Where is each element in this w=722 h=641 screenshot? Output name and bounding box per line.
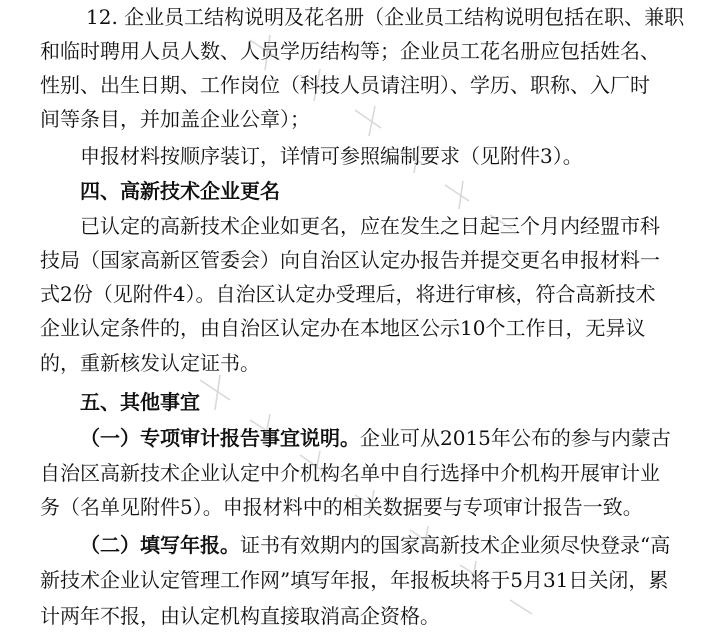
section5-sub1-line-2: 自治区高新技术企业认定中介机构名单中自行选择中介机构开展审计业 [40, 461, 660, 485]
section4-line-3: 式2份（见附件4）。自治区认定办受理后，将进行审核，符合高新技术 [40, 282, 656, 306]
section4-heading: 四、高新技术企业更名 [80, 179, 280, 203]
section4-line-1: 已认定的高新技术企业如更名，应在发生之日起三个月内经盟市科 [80, 214, 660, 238]
section5-sub2-line-3: 计两年不报，由认定机构直接取消高企资格。 [40, 604, 440, 628]
section5-sub1-line-1 [0, 421, 722, 455]
section4-line-2: 技局（国家高新区管委会）向自治区认定办报告并提交更名申报材料一 [40, 248, 660, 272]
section4-line-5: 的，重新核发认定证书。 [40, 351, 260, 375]
item12-line-2: 和临时聘用人员人数、人员学历结构等；企业员工花名册应包括姓名、 [40, 39, 660, 63]
item12-line-1: 12. 企业员工结构说明及花名册（企业员工结构说明包括在职、兼职 [86, 5, 685, 29]
sub1-title: （一）专项审计报告事宜说明。 [80, 426, 360, 450]
sub2-title: （二）填写年报。 [80, 533, 240, 557]
section5-sub2-line-2: 新技术企业认定管理工作网”填写年报，年报板块将于5月31日关闭，累 [40, 568, 669, 592]
section5-sub2-line-1 [0, 528, 722, 562]
section5-heading: 五、其他事宜 [80, 390, 200, 414]
item12-line-3: 性别、出生日期、工作岗位（科技人员请注明）、学历、职称、入厂时 [40, 73, 650, 97]
sub1-line-1-text: 企业可从2015年公布的参与内蒙古 [360, 426, 671, 450]
section4-line-4: 企业认定条件的，由自治区认定办在本地区公示10个工作日，无异议 [40, 316, 646, 340]
item12-line-4: 间等条目，并加盖企业公章）； [40, 107, 310, 131]
section5-sub1-line-3: 务（名单见附件5）。申报材料中的相关数据要与专项审计报告一致。 [40, 495, 643, 519]
sub2-line-1-text: 证书有效期内的国家高新技术企业须尽快登录“高 [240, 533, 671, 557]
binding-note: 申报材料按顺序装订，详情可参照编制要求（见附件3）。 [80, 144, 583, 168]
